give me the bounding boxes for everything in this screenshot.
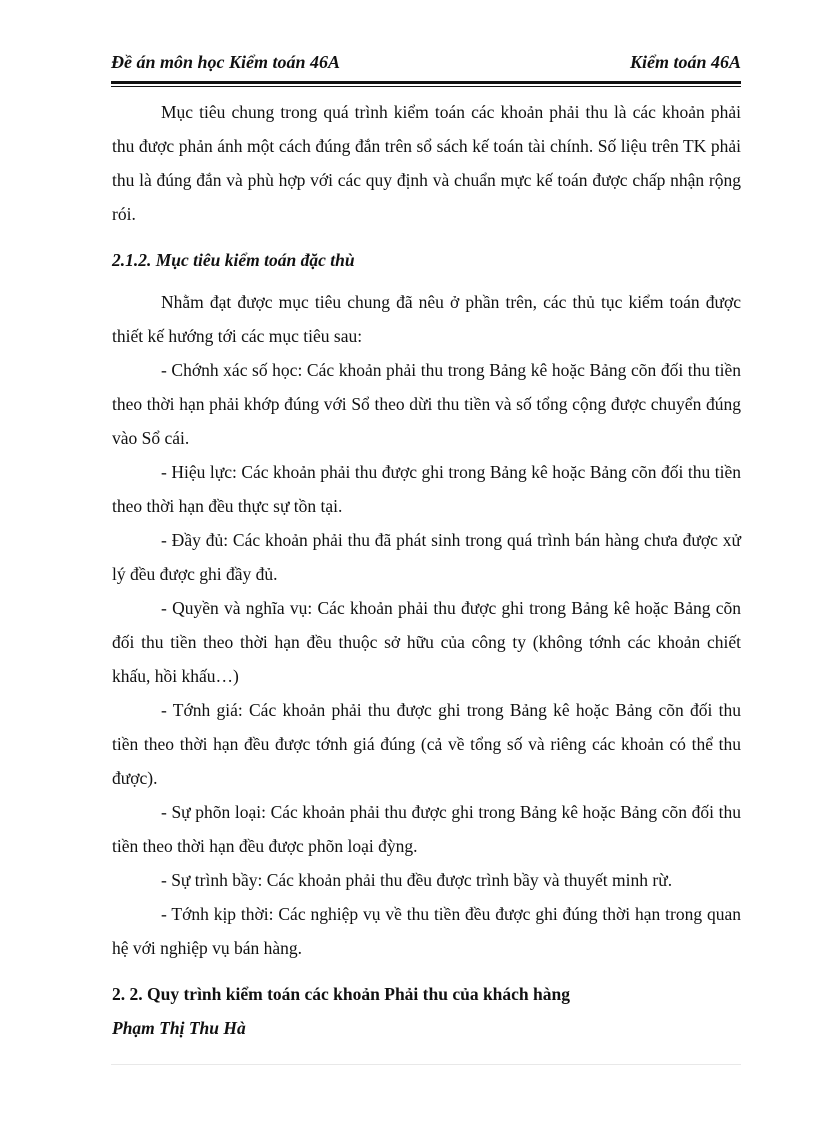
- paragraph-intro: Nhằm đạt được mục tiêu chung đã nêu ở phần trên, các thủ tục kiểm toán được thiết kế hướng tới các mục tiêu sau:: [112, 292, 741, 346]
- footer-divider: [111, 1064, 741, 1065]
- list-item-valuation: - Tớnh giá: Các khoản phải thu được ghi trong Bảng kê hoặc Bảng cõn đối thu tiền theo thời hạn đều được tớnh giá đúng (cả về tổng số và riêng các khoản có thể thu được).: [112, 700, 741, 788]
- list-item-presentation: - Sự trình bầy: Các khoản phải thu đều được trình bầy và thuyết minh rừ.: [161, 870, 673, 890]
- section-title: 2. 2. Quy trình kiểm toán các khoản Phải thu của khách hàng: [112, 984, 571, 1004]
- header-left-title: Đề án môn học Kiểm toán 46A: [111, 52, 341, 72]
- list-item-completeness: - Đầy đủ: Các khoản phải thu đã phát sinh trong quá trình bán hàng chưa được xử lý đều được ghi đầy đủ.: [112, 530, 741, 584]
- subsection-heading: 2.1.2. Mục tiêu kiểm toán đặc thù: [112, 250, 355, 270]
- list-item-timeliness: - Tớnh kịp thời: Các nghiệp vụ về thu tiền đều được ghi đúng thời hạn trong quan hệ với nghiệp vụ bán hàng.: [112, 904, 741, 958]
- paragraph-general-objective: Mục tiêu chung trong quá trình kiểm toán các khoản phải thu là các khoản phải thu được phản ánh một cách đúng đắn trên sổ sách kế toán tài chính. Số liệu trên TK phải thu là đúng đắn và phù hợp với các quy định và chuẩn mực kế toán được chấp nhận rộng rói.: [112, 102, 741, 224]
- header-rule-thin: [111, 86, 741, 87]
- list-item-validity: - Hiệu lực: Các khoản phải thu được ghi trong Bảng kê hoặc Bảng cõn đối thu tiền theo thời hạn đều thực sự tồn tại.: [112, 462, 741, 516]
- page-body: [112, 95, 741, 1045]
- header-right-title: Kiểm toán 46A: [629, 52, 741, 72]
- list-item-arithmetic-accuracy: - Chớnh xác số học: Các khoản phải thu trong Bảng kê hoặc Bảng cõn đối thu tiền theo thời hạn phải khớp đúng với Sổ theo dừi thu tiền và số tổng cộng được chuyển đúng vào Sổ cái.: [112, 360, 741, 448]
- header-rule-thick: [111, 81, 741, 84]
- page-header: [111, 52, 741, 76]
- list-item-classification: - Sự phõn loại: Các khoản phải thu được ghi trong Bảng kê hoặc Bảng cõn đối thu tiền theo thời hạn đều được phõn loại đỳng.: [112, 802, 741, 856]
- list-item-rights-obligations: - Quyền và nghĩa vụ: Các khoản phải thu được ghi trong Bảng kê hoặc Bảng cõn đối thu tiền theo thời hạn đều thuộc sở hữu của công ty (không tớnh các khoản chiết khấu, hồi khấu…): [112, 598, 741, 686]
- author-name: Phạm Thị Thu Hà: [112, 1018, 246, 1038]
